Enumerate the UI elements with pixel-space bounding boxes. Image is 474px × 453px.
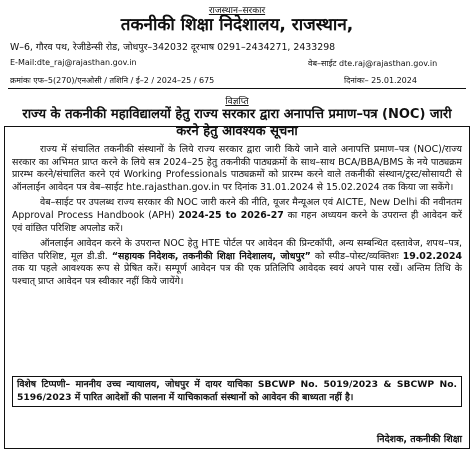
header-divider bbox=[8, 88, 466, 89]
special-note: विशेष टिप्पणी– माननीय उच्च न्यायालय, जोधपुर में दायर याचिका SBCWP No. 5019/2023 & SBCWP No. 5196/2023 में पारित आदेशों की पालना में याचिकाकर्ता संस्थानों को आवेदन की बाध्यता नहीं है। bbox=[12, 376, 462, 407]
paragraph-2-text-a: वेब–साईट पर उपलब्ध राज्य सरकार की NOC जारी करने की नीति, यूजर मैन्यूअल एवं AICTE, New Delhi की नवीनतम Approval Process Handbook (APH) bbox=[12, 197, 462, 221]
govt-line: राजस्थान–सरकार bbox=[208, 6, 266, 16]
paragraph-2 bbox=[12, 197, 462, 235]
signature: निदेशक, तकनीकी शिक्षा bbox=[376, 434, 462, 445]
department-title: तकनीकी शिक्षा निदेशालय, राजस्थान, bbox=[120, 15, 354, 35]
paragraph-1: राज्य में संचालित तकनीकी संस्थानों के लिये राज्य सरकार द्वारा जारी किये जाने वाले अनापत्ति प्रमाण–पत्र (NOC)/राज्य सरकार का अभिमत प्राप्त करने के लिये सत्र 2024–25 हेतु तकनीकी पाठ्यक्रमों के साथ–साथ BCA/BBA/BMS के नये पाठ्यक्रम प्रारम्भ करने/संचालित करने एवं Working Professionals पाठ्यक्रमों को प्रारम्भ करने वाले तकनीकी संस्थान/ट्रस्ट/सोसायटी से ऑनलाईन आवेदन पत्र वेब–साईट hte.rajasthan.gov.in पर दिनांक 31.01.2024 से 15.02.2024 तक किया जा सकेंगे। bbox=[12, 144, 462, 193]
issue-date: दिनांकः– 25.01.2024 bbox=[344, 76, 417, 85]
notice-label: विज्ञप्ति bbox=[225, 97, 249, 107]
address-line: W–6, गौरव पथ, रेजीडेन्सी रोड, जोधपुर–342032 दूरभाष 0291–2434271, 2433298 bbox=[10, 42, 336, 53]
notice-body bbox=[12, 144, 462, 292]
paragraph-3-text-a: ऑनलाईन आवेदन करने के उपरान्त NOC हेतु HTE पोर्टल पर आवेदन की प्रिन्टकॉपी, अन्य सम्बन्धित दस्तावेज, शपथ–पत्र, वांछित परिशिष्ट, मूल डी.डी. bbox=[12, 238, 462, 262]
paragraph-2-text-b: का गहन अध्ययन करने के उपरान्त ही आवेदन करें एवं वांछित परिशिष्ट अपलोड करें। bbox=[12, 209, 462, 234]
paragraph-3 bbox=[12, 238, 462, 288]
website-line: वेब–साईट dte.raj@rajasthan.gov.in bbox=[308, 59, 438, 68]
notice-headline: राज्य के तकनीकी महाविद्यालयों हेतु राज्य सरकार द्वारा अनापत्ति प्रमाण–पत्र (NOC) जारी करने हेतु आवश्यक सूचना bbox=[22, 107, 452, 139]
last-date: 19.02.2024 bbox=[402, 250, 462, 262]
paragraph-3-text-b: को स्पीड–पोस्ट/व्यक्तिशः bbox=[310, 250, 403, 262]
addressee: “सहायक निदेशक, तकनीकी शिक्षा निदेशालय, जोधपुर” bbox=[111, 250, 311, 262]
aph-years: 2024-25 to 2026-27 bbox=[178, 209, 284, 221]
email-line: E-Mail:dte_raj@rajasthan.gov.in bbox=[10, 58, 137, 67]
paragraph-3-text-c: तक या पहले आवश्यक रूप से प्रेषित करें। सम्पूर्ण आवेदन पत्र की एक प्रतिलिपि आवेदक स्वयं अपने पास रखें। अन्तिम तिथि के पश्चात् प्राप्त आवेदन पत्र स्वीकार नहीं किये जायेंगे। bbox=[12, 263, 462, 287]
reference-number: क्रमांकः एफ–5(270)/एनओसी / तशिनि / ई–2 / 2024–25 / 675 bbox=[10, 76, 215, 85]
